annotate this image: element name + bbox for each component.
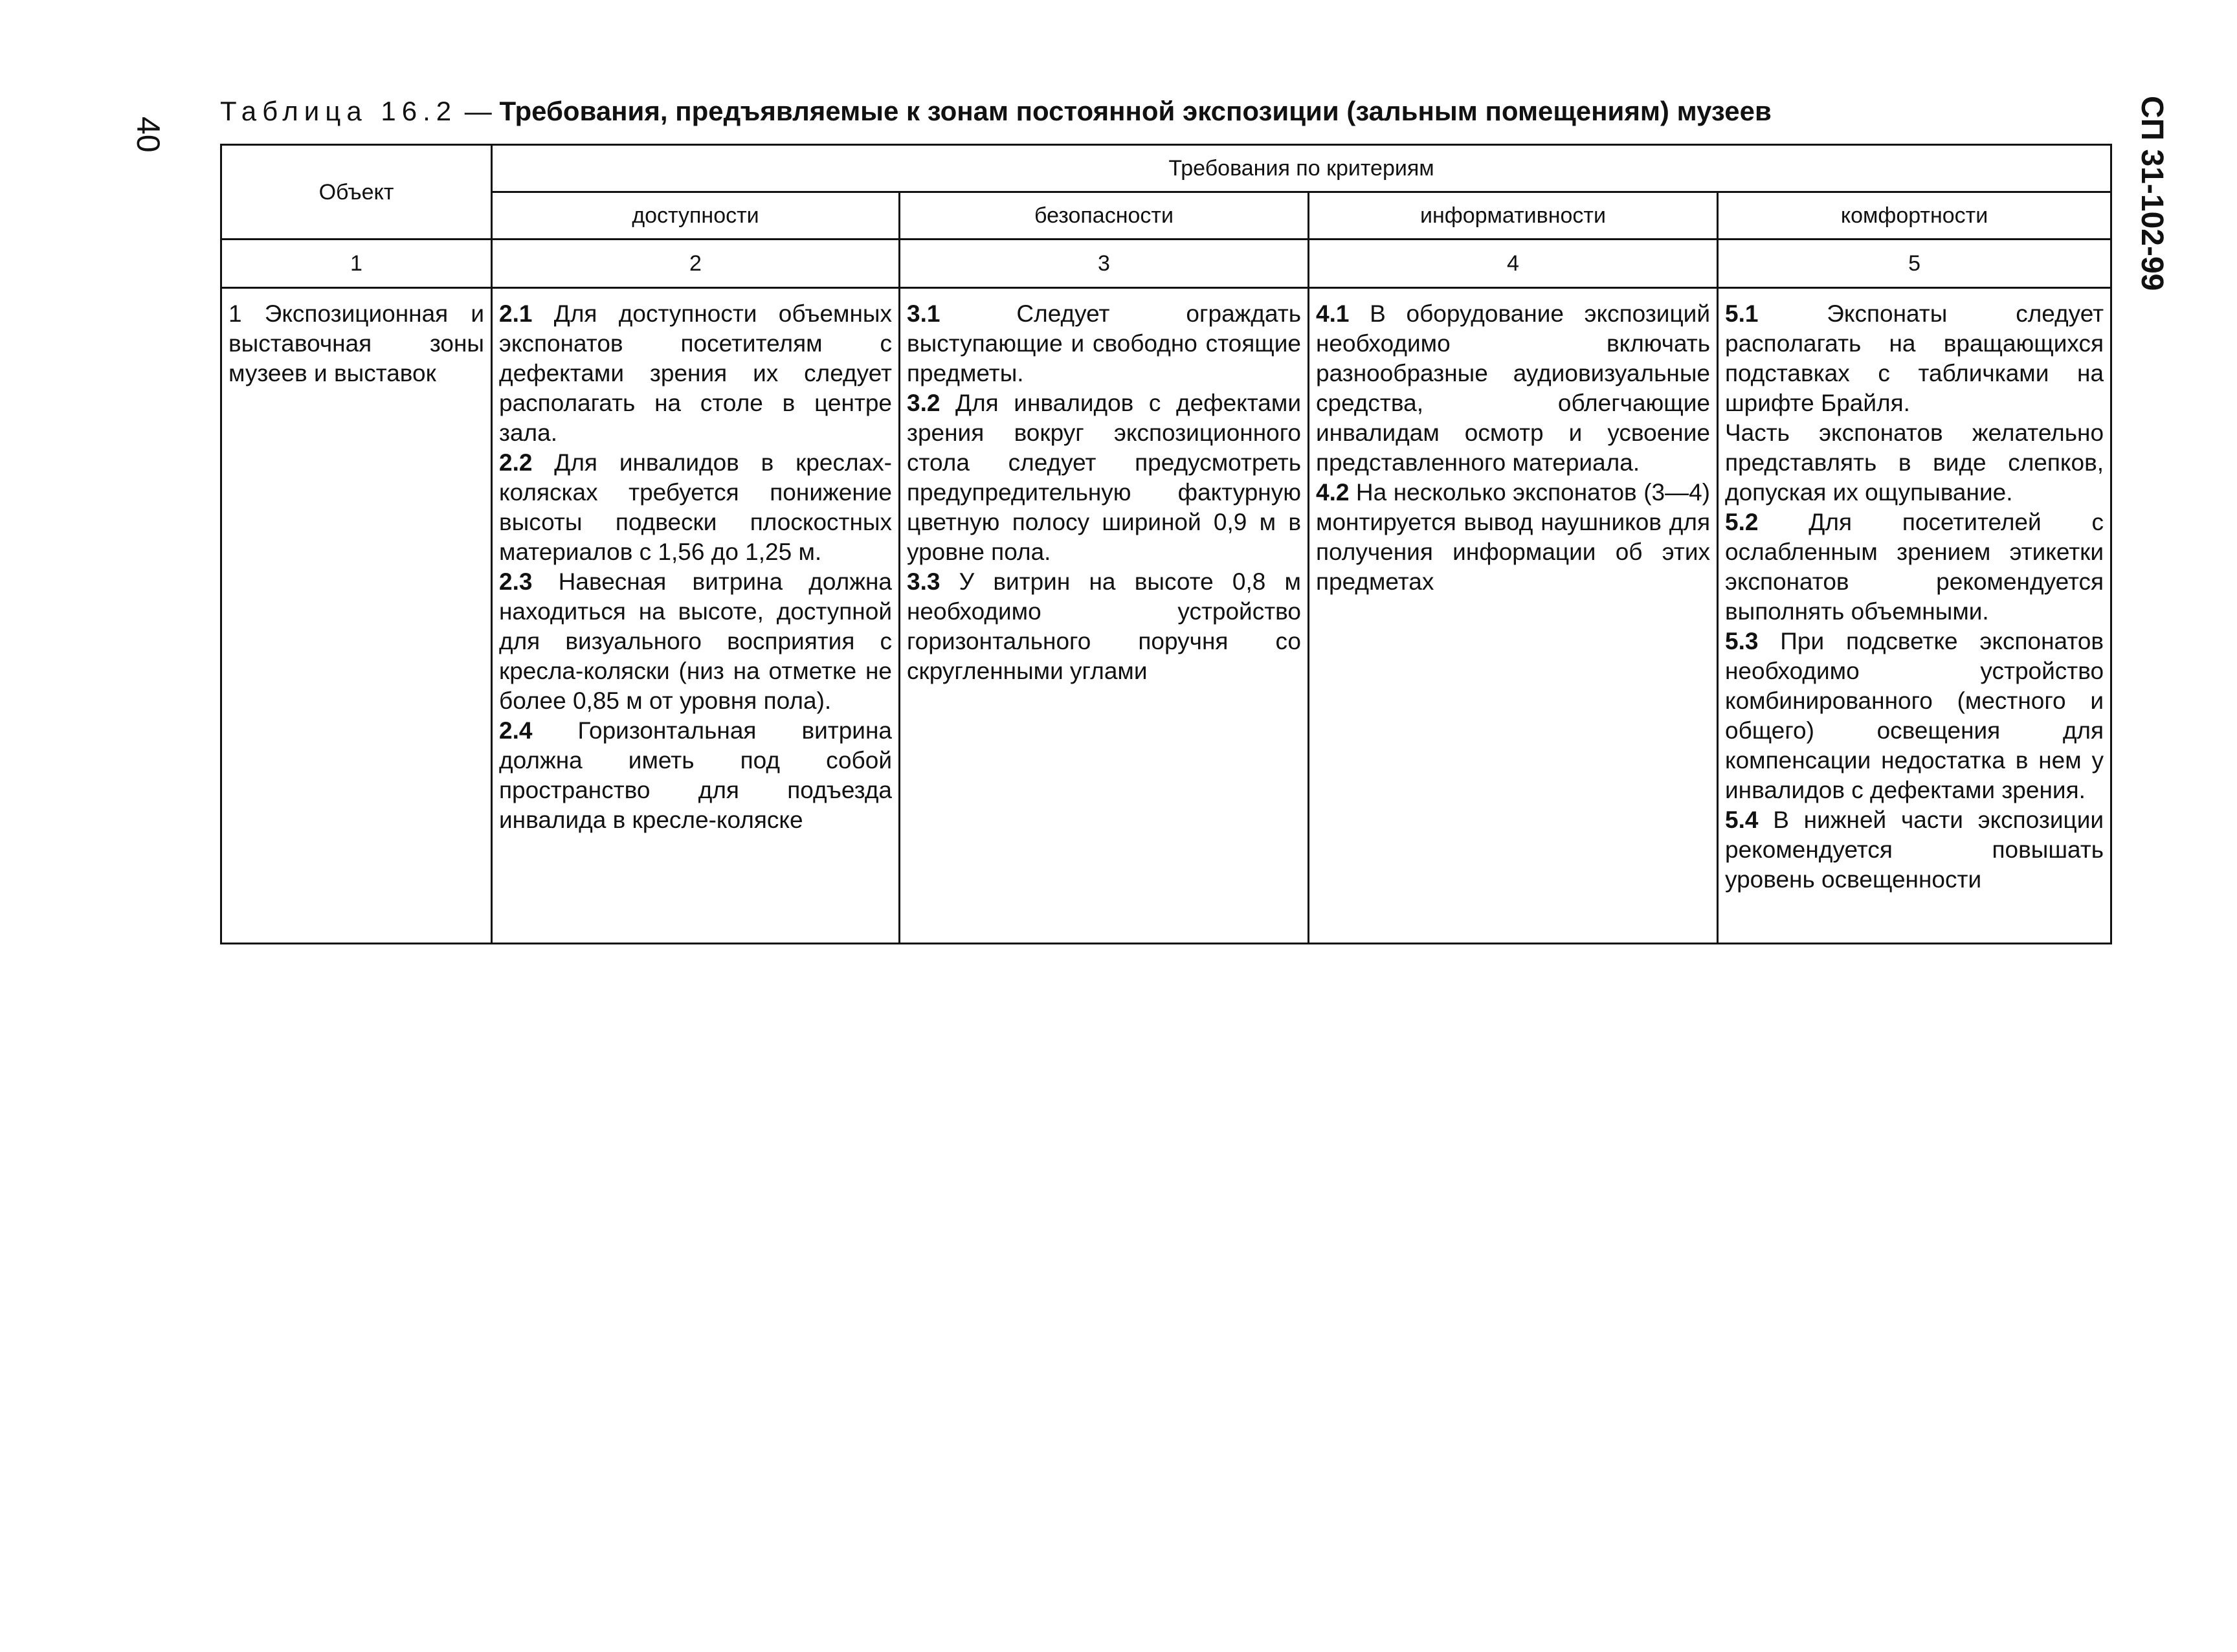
accessibility-cell: [492, 288, 900, 944]
column-number: 3: [900, 240, 1309, 288]
clause: [499, 448, 892, 567]
informativeness-cell: [1309, 288, 1718, 944]
header-informativeness: информативности: [1309, 192, 1718, 240]
clause-number: 5.2: [1725, 509, 1759, 535]
requirements-table: [220, 144, 2112, 944]
document-code: СП 31-102-99: [2135, 96, 2169, 291]
clause-text: У витрин на высоте 0,8 м необходимо устройство горизонтального поручня со скругленными углами: [907, 568, 1301, 684]
clause-number: 2.2: [499, 449, 533, 476]
clause-number: 5.3: [1725, 628, 1759, 654]
header-criteria-group: Требования по критериям: [492, 145, 2111, 192]
clause-text: Для инвалидов в креслах-колясках требуется понижение высоты подвески плоскостных материалов с 1,56 до 1,25 м.: [499, 449, 892, 565]
clause: [1725, 299, 2104, 418]
clause: [499, 567, 892, 716]
clause-number: 5.1: [1725, 300, 1759, 327]
column-number: 1: [221, 240, 492, 288]
table-row: [221, 288, 2111, 944]
clause-text: Навесная витрина должна находиться на высоте, доступной для визуального восприятия с кресла-коляски (низ на отметке не более 0,85 м от уровня пола).: [499, 568, 892, 714]
header-comfort: комфортности: [1718, 192, 2111, 240]
clause-text: В нижней части экспозиции рекомендуется повышать уровень освещенности: [1725, 807, 2104, 893]
clause-text: Для доступности объемных экспонатов посетителям с дефектами зрения их следует располагать на столе в центре зала.: [499, 300, 892, 446]
clause-number: 3.3: [907, 568, 940, 595]
comfort-cell: [1718, 288, 2111, 944]
clause-text: При подсветке экспонатов необходимо устройство комбинированного (местного и общего) освещения для компенсации недостатка в нем у инвалидов с дефектами зрения.: [1725, 628, 2104, 803]
clause-number: 4.2: [1316, 479, 1350, 506]
clause-text: Для инвалидов с дефектами зрения вокруг экспозиционного стола следует предусмотреть предупредительную фактурную цветную полосу шириной 0,9 м в уровне пола.: [907, 390, 1301, 565]
clause-text: Следует ограждать выступающие и свободно стоящие предметы.: [907, 300, 1301, 386]
clause: [1316, 299, 1710, 478]
clause-number: 2.1: [499, 300, 533, 327]
clause: [499, 716, 892, 835]
clause-text: Горизонтальная витрина должна иметь под собой пространство для подъезда инвалида в кресле-коляске: [499, 717, 892, 833]
clause: [499, 299, 892, 448]
column-number: 5: [1718, 240, 2111, 288]
clause: [907, 299, 1301, 388]
clause: [1316, 478, 1710, 597]
clause-text: На несколько экспонатов (3—4) монтируется вывод наушников для получения информации об этих предметах: [1316, 479, 1710, 595]
clause: [907, 388, 1301, 567]
header-accessibility: доступности: [492, 192, 900, 240]
clause-number: 2.3: [499, 568, 533, 595]
column-number: 2: [492, 240, 900, 288]
clause-number: 5.4: [1725, 807, 1759, 833]
table-title: Требования, предъявляемые к зонам постоянной экспозиции (зальным помещениям) музеев: [499, 96, 1772, 126]
clause: [1725, 418, 2104, 508]
clause-number: 4.1: [1316, 300, 1350, 327]
clause: [907, 567, 1301, 686]
clause-text: В оборудование экспозиций необходимо включать разнообразные аудиовизуальные средства, облегчающие инвалидам осмотр и усвоение представленного материала.: [1316, 300, 1710, 476]
column-number: 4: [1309, 240, 1718, 288]
table-caption: [220, 96, 2162, 127]
header-safety: безопасности: [900, 192, 1309, 240]
table-label: Таблица 16.2: [220, 96, 458, 126]
page-number: 40: [130, 117, 166, 153]
header-object: Объект: [221, 145, 492, 240]
clause-text: Для посетителей с ослабленным зрением этикетки экспонатов рекомендуется выполнять объемными.: [1725, 509, 2104, 625]
object-cell: 1 Экспозиционная и выставочная зоны музеев и выставок: [221, 288, 492, 944]
clause-text: Экспонаты следует располагать на вращающихся подставках с табличками на шрифте Брайля.: [1725, 300, 2104, 416]
caption-dash: —: [457, 96, 500, 126]
clause-text: Часть экспонатов желательно представлять в виде слепков, допуская их ощупывание.: [1725, 419, 2104, 506]
clause-number: 3.1: [907, 300, 940, 327]
clause: [1725, 508, 2104, 627]
clause-number: 3.2: [907, 390, 940, 416]
clause: [1725, 805, 2104, 895]
clause: [1725, 627, 2104, 805]
safety-cell: [900, 288, 1309, 944]
clause-number: 2.4: [499, 717, 533, 744]
